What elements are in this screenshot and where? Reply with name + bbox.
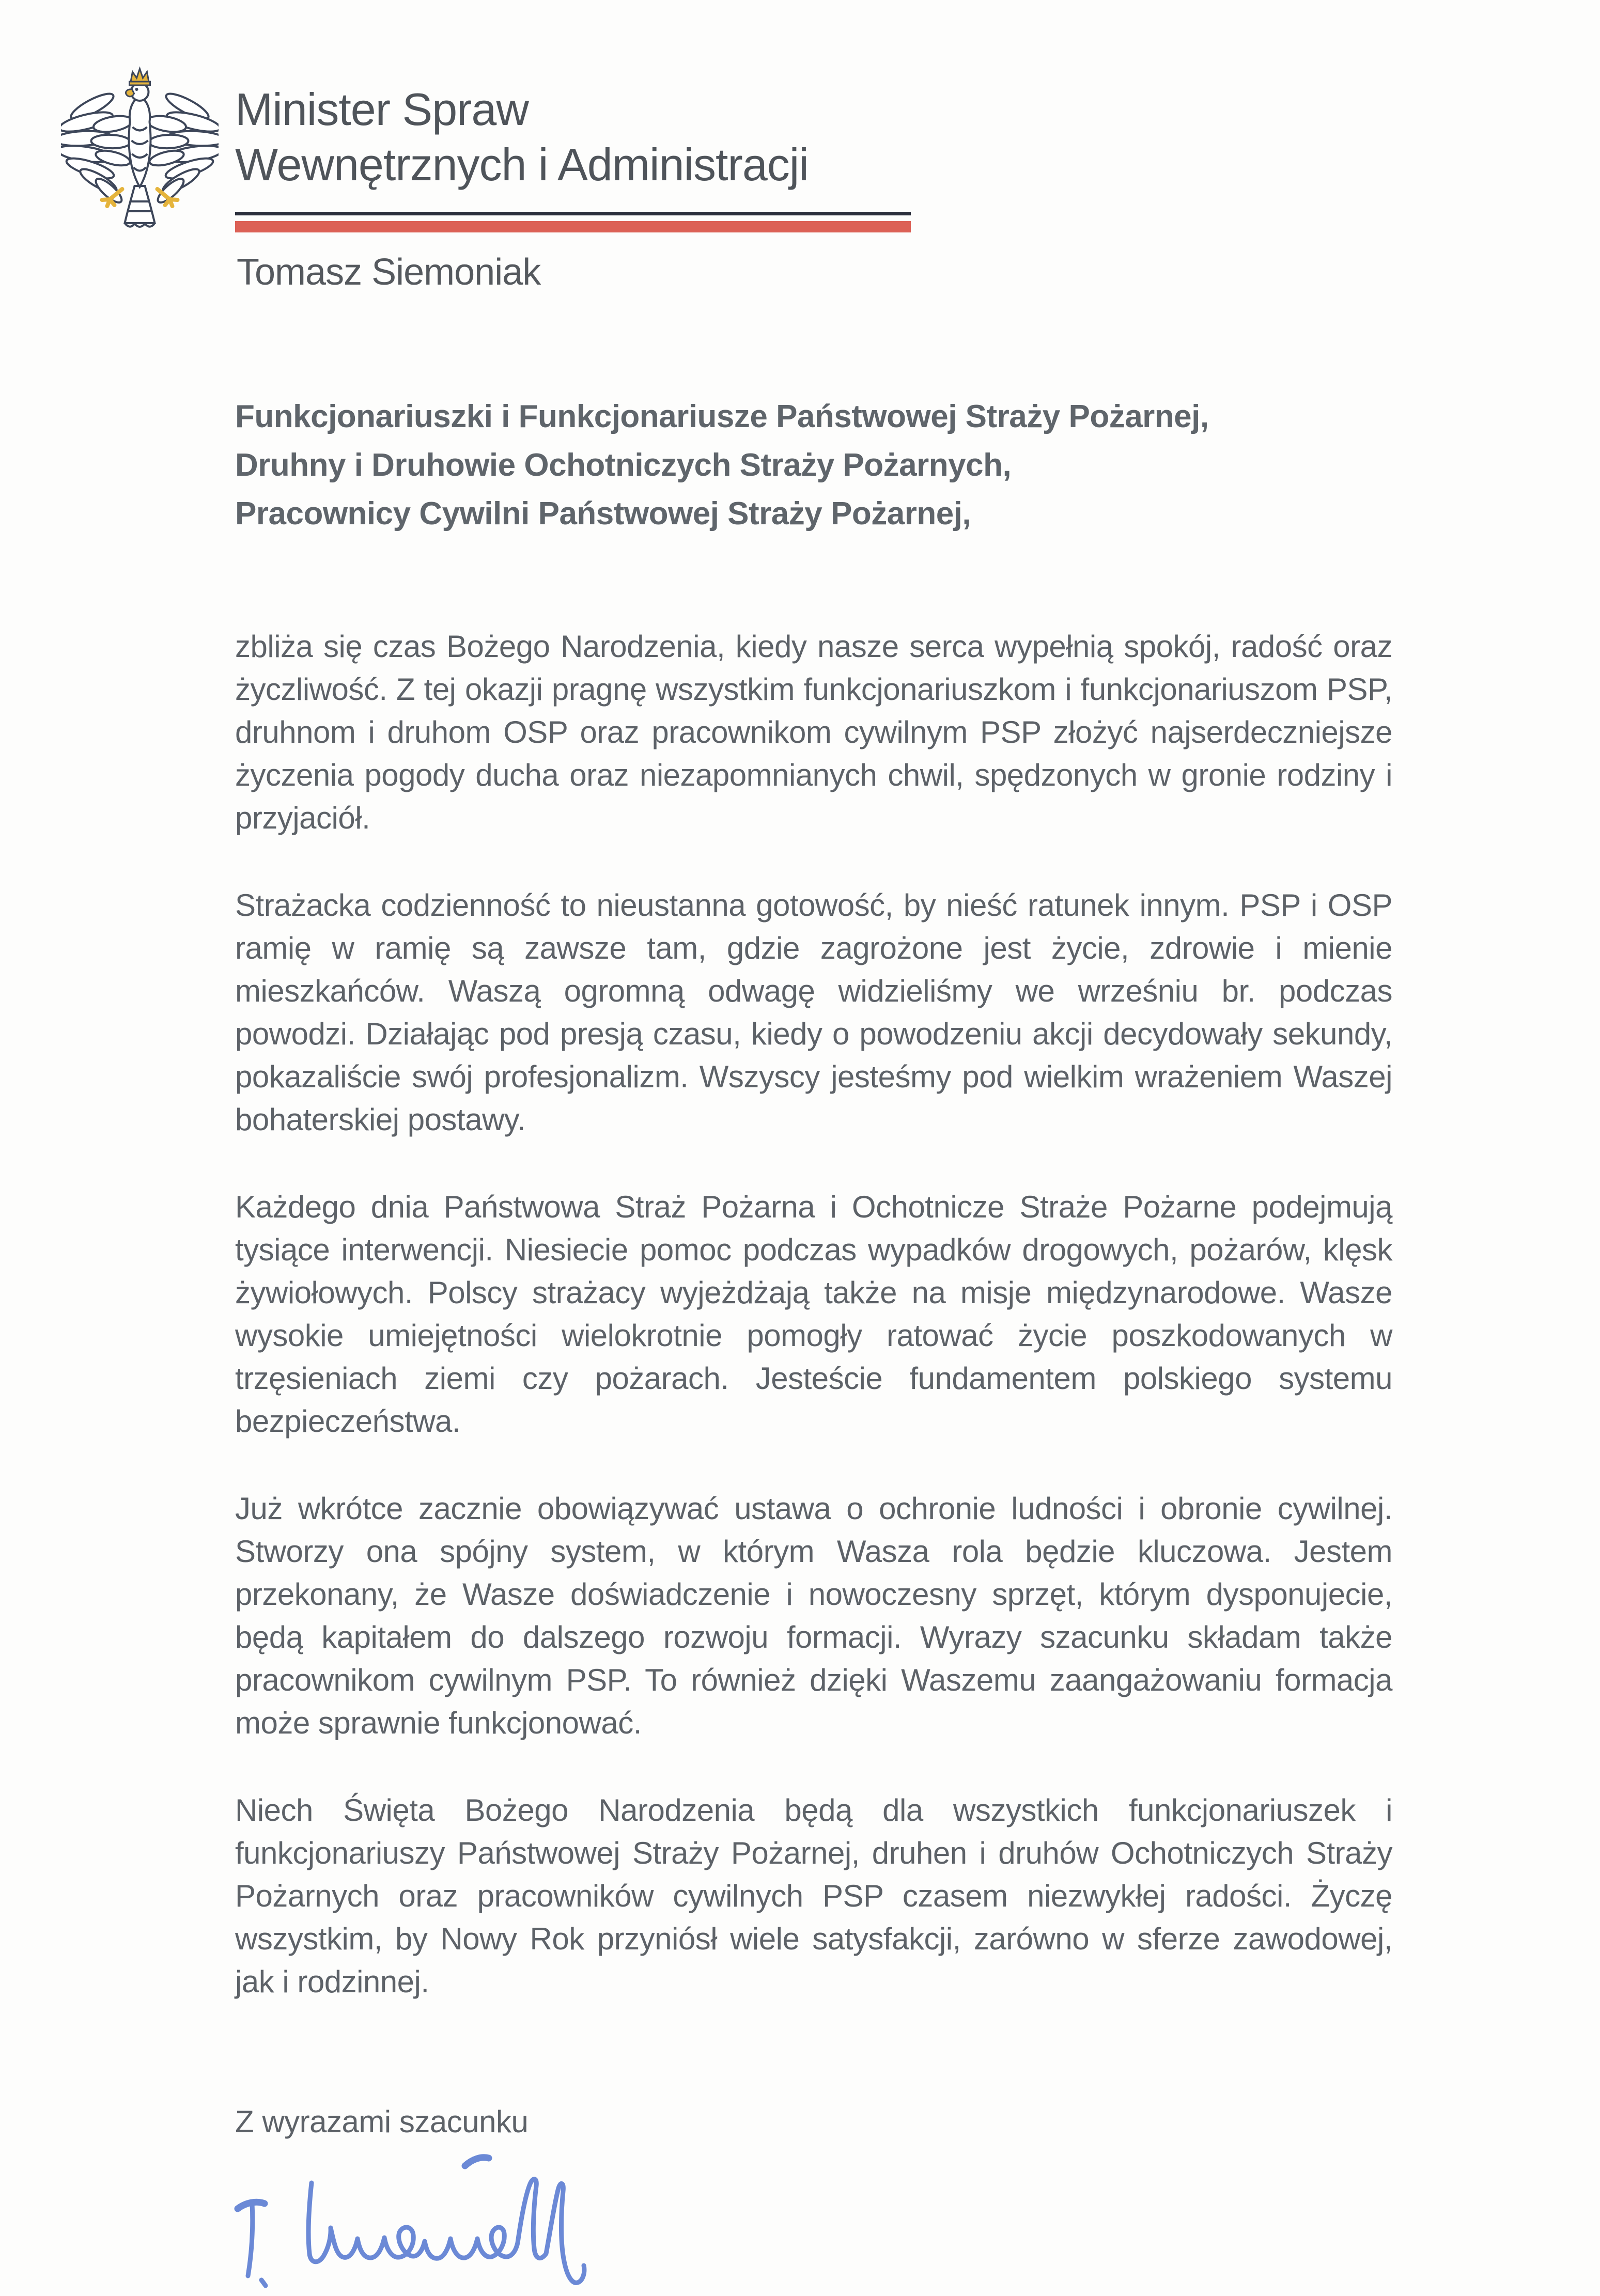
salutation bbox=[235, 393, 1392, 538]
divider-navy-rule bbox=[235, 212, 911, 215]
letterhead-divider bbox=[235, 212, 911, 232]
minister-name: Tomasz Siemoniak bbox=[237, 252, 541, 293]
salutation-line: Pracownicy Cywilni Państwowej Straży Pożarnej, bbox=[235, 496, 971, 532]
letter-paragraph: Już wkrótce zacznie obowiązywać ustawa o ochronie ludności i obronie cywilnej. Stworzy ona spójny system, w którym Wasza rola będzie kluczowa. Jestem przekonany, że Wasze doświadczenie i nowoczesny sprzęt, którym dysponujecie, będą kapitałem do dalszego rozwoju formacji. Wyrazy szacunku składam także pracownikom cywilnym PSP. To również dzięki Waszemu zaangażowaniu formacja może sprawnie funkcjonować. bbox=[235, 1491, 1392, 1740]
closing-phrase: Z wyrazami szacunku bbox=[235, 2104, 529, 2139]
ministry-name bbox=[235, 82, 809, 192]
polish-eagle-emblem bbox=[61, 66, 219, 237]
salutation-line: Druhny i Druhowie Ochotniczych Straży Pożarnych, bbox=[235, 447, 1012, 483]
letter-paragraph: Niech Święta Bożego Narodzenia będą dla wszystkich funkcjonariuszek i funkcjonariuszy Państwowej Straży Pożarnej, druhen i druhów Ochotniczych Straży Pożarnych oraz pracowników cywilnych PSP czasem niezwykłej radości. Życzę wszystkim, by Nowy Rok przyniósł wiele satysfakcji, zarówno w sferze zawodowej, jak i rodzinnej. bbox=[235, 1793, 1392, 1999]
salutation-line: Funkcjonariuszki i Funkcjonariusze Państwowej Straży Pożarnej, bbox=[235, 399, 1209, 434]
letter-body bbox=[235, 393, 1392, 2139]
letter-paragraph: zbliża się czas Bożego Narodzenia, kiedy nasze serca wypełnią spokój, radość oraz życzliwość. Z tej okazji pragnę wszystkim funkcjonariuszkom i funkcjonariuszom PSP, druhnom i druhom OSP oraz pracownikom cywilnym PSP złożyć najserdeczniejsze życzenia pogody ducha oraz niezapomnianych chwil, spędzonych w gronie rodziny i przyjaciół. bbox=[235, 629, 1392, 835]
letter-paragraph: Każdego dnia Państwowa Straż Pożarna i Ochotnicze Straże Pożarne podejmują tysiące interwencji. Niesiecie pomoc podczas wypadków drogowych, pożarów, klęsk żywiołowych. Polscy strażacy wyjeżdżają także na misje międzynarodowe. Wasze wysokie umiejętności wielokrotnie pomogły ratować życie poszkodowanych w trzęsieniach ziemi czy pożarach. Jesteście fundamentem polskiego systemu bezpieczeństwa. bbox=[235, 1190, 1392, 1439]
ministry-name-line2: Wewnętrznych i Administracji bbox=[235, 139, 809, 190]
divider-red-rule bbox=[235, 221, 911, 232]
handwritten-signature bbox=[232, 2143, 599, 2293]
letter-paragraph: Strażacka codzienność to nieustanna gotowość, by nieść ratunek innym. PSP i OSP ramię w ramię są zawsze tam, gdzie zagrożone jest życie, zdrowie i mienie mieszkańców. Waszą ogromną odwagę widzieliśmy we wrześniu br. podczas powodzi. Działając pod presją czasu, kiedy o powodzeniu akcji decydowały sekundy, pokazaliście swój profesjonalizm. Wszyscy jesteśmy pod wielkim wrażeniem Waszej bohaterskiej postawy. bbox=[235, 888, 1392, 1137]
ministry-name-line1: Minister Spraw bbox=[235, 84, 529, 135]
